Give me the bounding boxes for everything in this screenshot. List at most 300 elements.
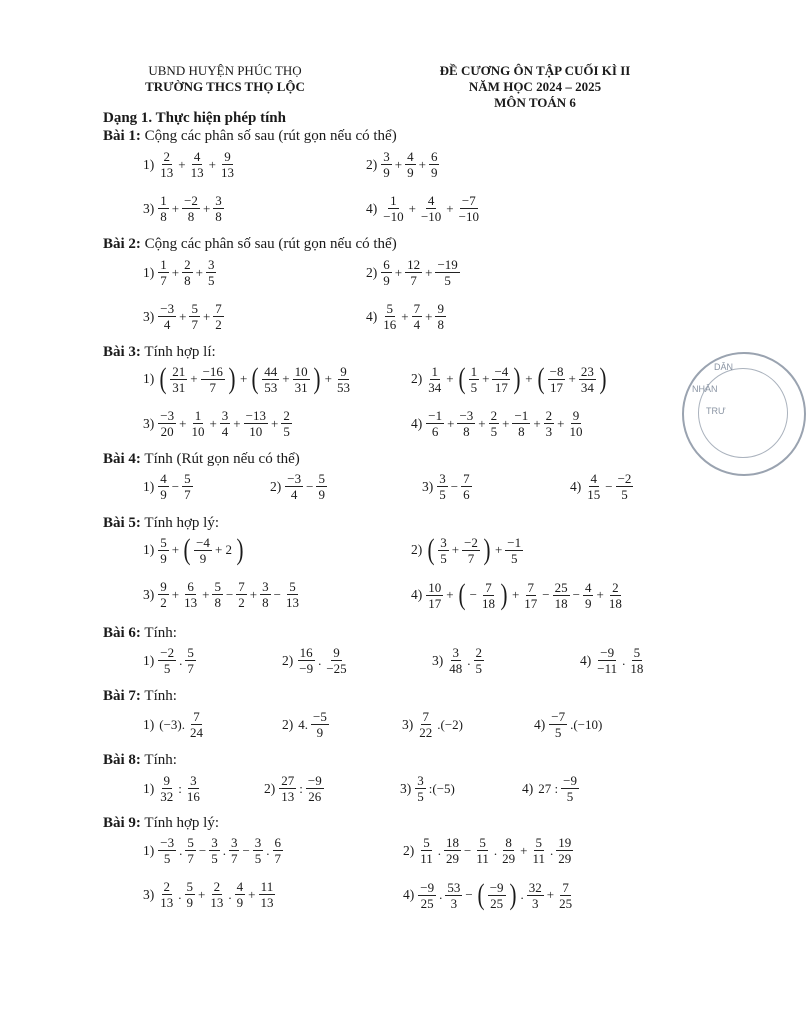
fraction xyxy=(185,880,196,909)
numerator: −5 xyxy=(313,709,327,724)
operator: + xyxy=(233,415,241,431)
fraction xyxy=(457,409,475,438)
operator: − xyxy=(306,478,314,494)
operator: + xyxy=(525,371,533,386)
fraction xyxy=(568,409,585,438)
item-number: 3) xyxy=(422,478,434,494)
numerator: −3 xyxy=(160,835,175,850)
expr-8-3 xyxy=(400,774,457,803)
fraction xyxy=(445,881,462,910)
denominator: 13 xyxy=(190,165,204,180)
numerator: 7 xyxy=(562,879,569,895)
numerator: 4 xyxy=(407,149,414,164)
fraction xyxy=(212,580,223,609)
denominator: 18 xyxy=(481,595,495,611)
denominator: 31 xyxy=(172,379,186,395)
numerator: 5 xyxy=(318,471,325,486)
bai-4-heading xyxy=(103,451,300,468)
fraction xyxy=(548,365,566,394)
denominator: 29 xyxy=(502,851,516,866)
fraction xyxy=(182,258,193,287)
denominator: 20 xyxy=(160,424,174,439)
bai-text: Tính hợp lí: xyxy=(140,344,216,360)
operator: − xyxy=(605,478,613,494)
denominator: 31 xyxy=(294,379,308,395)
parenthesis: ) xyxy=(509,878,517,911)
item-number: 1) xyxy=(143,780,155,796)
expr-5-1 xyxy=(143,535,246,565)
numerator: 4 xyxy=(193,149,201,164)
denominator: 18 xyxy=(630,661,644,676)
numerator: 5 xyxy=(479,835,486,850)
denominator: 25 xyxy=(490,895,504,911)
numerator: 4 xyxy=(590,471,597,486)
denominator: −25 xyxy=(326,661,347,676)
operator: + xyxy=(249,586,258,602)
operator: .(−10) xyxy=(570,716,603,732)
numerator: 1 xyxy=(431,363,438,379)
bai-text: Tính: xyxy=(140,688,177,704)
operator: :(−5) xyxy=(428,780,455,796)
fraction xyxy=(229,836,240,865)
item-number: 2) xyxy=(270,478,282,494)
numerator: 7 xyxy=(193,709,200,724)
numerator: 4 xyxy=(584,579,592,595)
denominator: 7 xyxy=(187,851,194,866)
denominator: 5 xyxy=(470,379,478,395)
denominator: 8 xyxy=(518,424,525,439)
fraction xyxy=(189,409,206,438)
parenthesis: ( xyxy=(251,362,259,395)
operator: + xyxy=(557,415,565,431)
numerator: −2 xyxy=(160,645,175,660)
numerator: 3 xyxy=(190,773,197,788)
numerator: 9 xyxy=(333,645,340,660)
operator: − xyxy=(469,587,477,602)
operator: + xyxy=(202,586,210,602)
item-number: 1) xyxy=(143,652,155,668)
denominator: −10 xyxy=(420,209,442,224)
fraction xyxy=(435,258,459,287)
numerator: 16 xyxy=(299,645,313,660)
expr-1-3 xyxy=(143,194,225,223)
operator: + xyxy=(179,415,187,431)
denominator: 4 xyxy=(221,424,229,439)
operator: + xyxy=(401,308,409,324)
bai-text: Cộng các phân số sau (rút gọn nếu có thể) xyxy=(140,236,397,252)
operator: : xyxy=(299,780,303,796)
denominator: 9 xyxy=(186,895,193,910)
fraction xyxy=(188,710,205,739)
numerator: −2 xyxy=(464,534,478,550)
item-number: 3) xyxy=(402,716,414,732)
numerator: −9 xyxy=(307,773,322,788)
operator: + xyxy=(494,542,503,557)
denominator: 8 xyxy=(160,209,167,224)
operator: . xyxy=(266,842,270,858)
operator: + xyxy=(248,886,256,902)
fraction xyxy=(244,409,268,438)
fraction xyxy=(335,365,352,394)
item-number: 4) xyxy=(403,887,415,902)
operator: − xyxy=(450,478,459,494)
numerator: 5 xyxy=(535,835,543,850)
fraction xyxy=(607,581,624,610)
fraction xyxy=(170,365,187,394)
fraction xyxy=(158,580,169,609)
denominator: 8 xyxy=(184,273,191,288)
fraction xyxy=(185,774,202,803)
numerator: 44 xyxy=(264,363,278,379)
fraction xyxy=(158,472,169,501)
fraction xyxy=(213,194,224,223)
denominator: 7 xyxy=(191,317,198,332)
denominator: 5 xyxy=(211,851,218,866)
expr-5-2 xyxy=(411,535,524,565)
numerator: −4 xyxy=(494,363,509,379)
numerator: 1 xyxy=(194,408,202,423)
fraction xyxy=(461,472,472,501)
bai-text: Tính: xyxy=(140,625,177,641)
numerator: 5 xyxy=(184,471,191,486)
doc-title: ĐỀ CƯƠNG ÔN TẬP CUỐI KÌ II xyxy=(439,63,631,78)
fraction xyxy=(561,774,579,803)
denominator: 5 xyxy=(444,273,451,288)
expr-4-1 xyxy=(143,472,194,501)
parenthesis: ( xyxy=(159,362,167,395)
operator: . xyxy=(178,886,182,902)
numerator: 2 xyxy=(184,257,191,272)
numerator: 3 xyxy=(254,835,262,850)
numerator: −3 xyxy=(160,301,175,316)
operator: . xyxy=(179,652,183,668)
operator: + xyxy=(418,156,426,172)
numerator: 5 xyxy=(289,579,296,594)
numerator: 32 xyxy=(528,879,542,895)
bai-9-heading xyxy=(103,815,219,832)
numerator: 5 xyxy=(160,534,167,550)
operator: + xyxy=(520,842,528,858)
operator: . xyxy=(222,842,226,858)
denominator: 5 xyxy=(254,851,262,866)
item-number: 3) xyxy=(143,200,155,216)
numerator: 3 xyxy=(207,257,215,272)
denominator: 13 xyxy=(160,165,174,180)
numerator: 1 xyxy=(160,257,167,272)
denominator: 9 xyxy=(318,487,325,502)
fraction xyxy=(628,646,645,675)
fraction xyxy=(185,836,196,865)
denominator: 10 xyxy=(569,424,583,439)
expr-2-3 xyxy=(143,302,225,331)
expr-3-4 xyxy=(411,409,586,438)
operator: + xyxy=(195,264,203,280)
operator: + xyxy=(511,587,520,602)
stamp-text: TRƯ xyxy=(706,406,726,416)
item-number: 4) xyxy=(411,587,423,602)
bai-6-heading xyxy=(103,625,177,642)
denominator: 24 xyxy=(190,725,203,740)
denominator: 5 xyxy=(283,424,290,439)
operator: . xyxy=(467,652,471,668)
denominator: 9 xyxy=(160,550,167,566)
fraction xyxy=(158,774,175,803)
expr-6-4 xyxy=(580,646,646,675)
operator: + xyxy=(482,371,490,386)
denominator: 6 xyxy=(431,424,439,439)
operator: . xyxy=(622,652,626,668)
denominator: −10 xyxy=(458,209,479,224)
numerator: 9 xyxy=(340,363,347,379)
denominator: 8 xyxy=(437,317,444,332)
expr-9-2 xyxy=(403,836,574,865)
numerator: −13 xyxy=(245,408,266,423)
parenthesis: ) xyxy=(228,362,236,395)
fraction xyxy=(583,581,594,610)
numerator: 6 xyxy=(383,257,390,272)
fraction xyxy=(194,536,212,565)
denominator: 29 xyxy=(558,851,572,866)
fraction xyxy=(426,365,443,394)
fraction xyxy=(381,258,392,287)
numerator: 3 xyxy=(439,471,446,486)
parenthesis: ) xyxy=(236,533,244,566)
numerator: −9 xyxy=(420,879,435,895)
numerator: 5 xyxy=(423,835,430,850)
fraction xyxy=(201,365,225,394)
item-number: 3) xyxy=(143,886,155,902)
numerator: −9 xyxy=(489,879,504,895)
fraction xyxy=(585,472,602,501)
operator: + 2 xyxy=(214,542,233,557)
fraction xyxy=(419,194,443,223)
fraction xyxy=(444,836,461,865)
fraction xyxy=(297,646,315,675)
numerator: −2 xyxy=(184,193,198,208)
expr-4-3 xyxy=(422,472,473,501)
fraction xyxy=(527,881,544,910)
fraction xyxy=(158,880,175,909)
denominator: 5 xyxy=(490,424,498,439)
operator: + xyxy=(209,415,217,431)
fraction xyxy=(457,194,481,223)
numerator: 27 xyxy=(281,773,295,788)
bai-text: Tính hợp lý: xyxy=(140,815,219,831)
denominator: 29 xyxy=(446,851,460,866)
operator: + xyxy=(446,200,454,216)
numerator: 7 xyxy=(463,471,470,486)
denominator: 25 xyxy=(559,895,573,911)
fraction xyxy=(158,536,169,565)
parenthesis: ) xyxy=(599,362,607,395)
fraction xyxy=(500,836,517,865)
fraction xyxy=(553,581,570,610)
denominator: −11 xyxy=(597,661,618,676)
operator: + xyxy=(596,587,604,602)
parenthesis: ) xyxy=(513,362,521,395)
fraction xyxy=(158,150,175,179)
denominator: 13 xyxy=(285,595,299,610)
expr-6-1 xyxy=(143,646,197,675)
fraction xyxy=(531,836,548,865)
operator: + xyxy=(171,586,180,602)
fraction xyxy=(158,409,176,438)
operator: + xyxy=(568,371,576,386)
bai-8-heading xyxy=(103,752,177,769)
numerator: 2 xyxy=(213,879,221,894)
denominator: 13 xyxy=(260,895,274,910)
numerator: 23 xyxy=(580,363,594,379)
denominator: 11 xyxy=(532,851,546,866)
denominator: 3 xyxy=(532,895,539,911)
bai-label: Bài 1: xyxy=(103,128,141,144)
denominator: 4 xyxy=(163,317,171,332)
denominator: 17 xyxy=(524,595,538,611)
item-number: 2) xyxy=(366,264,378,280)
numerator: −4 xyxy=(196,534,210,550)
fraction xyxy=(220,409,231,438)
denominator: 8 xyxy=(214,595,221,610)
denominator: 8 xyxy=(463,424,470,439)
fraction xyxy=(381,194,405,223)
numerator: −9 xyxy=(563,773,577,788)
operator: + xyxy=(270,415,279,431)
denominator: 16 xyxy=(383,317,397,332)
numerator: 7 xyxy=(238,579,245,594)
bai-label: Bài 3: xyxy=(103,344,141,360)
operator: . xyxy=(550,842,554,858)
numerator: 3 xyxy=(221,408,229,423)
fraction xyxy=(405,258,422,287)
numerator: 4 xyxy=(236,879,244,894)
numerator: 2 xyxy=(475,645,482,660)
item-number: 4) xyxy=(366,308,378,324)
numerator: −3 xyxy=(160,408,175,423)
expr-8-4 xyxy=(522,774,580,803)
fraction xyxy=(209,836,220,865)
denominator: 11 xyxy=(476,851,489,866)
parenthesis: ) xyxy=(500,578,508,611)
operator: + xyxy=(178,156,186,172)
operator: . xyxy=(318,652,322,668)
expr-9-1 xyxy=(143,836,284,865)
operator: : xyxy=(178,780,182,796)
expr-7-4 xyxy=(534,710,604,739)
expr-4-4 xyxy=(570,472,634,501)
bai-2-heading xyxy=(103,236,397,253)
fraction xyxy=(158,302,176,331)
denominator: 2 xyxy=(160,595,167,610)
denominator: 26 xyxy=(308,789,322,804)
fraction xyxy=(182,580,199,609)
fraction xyxy=(505,536,523,565)
expr-7-1 xyxy=(143,710,206,739)
fraction xyxy=(595,646,619,675)
expr-1-4 xyxy=(366,194,482,223)
operator: + xyxy=(190,371,198,386)
fraction xyxy=(262,365,279,394)
fraction xyxy=(281,409,292,438)
operator: + xyxy=(394,156,403,172)
fraction xyxy=(415,774,426,803)
item-number: 3) xyxy=(432,652,444,668)
numerator: 6 xyxy=(274,835,282,850)
denominator: 5 xyxy=(621,487,628,502)
denominator: 5 xyxy=(554,725,562,740)
bai-label: Bài 6: xyxy=(103,625,141,641)
fraction xyxy=(488,881,506,910)
operator: + xyxy=(478,415,486,431)
operator: . xyxy=(228,886,232,902)
numerator: −7 xyxy=(461,193,476,208)
fraction xyxy=(480,581,497,610)
denominator: 9 xyxy=(383,165,390,180)
numerator: 3 xyxy=(262,579,269,594)
fraction xyxy=(556,836,573,865)
numerator: 2 xyxy=(545,408,553,423)
operator: + xyxy=(451,542,460,557)
denominator: 9 xyxy=(199,550,207,566)
operator: − xyxy=(464,842,472,858)
numerator: −1 xyxy=(514,408,529,423)
fraction xyxy=(492,365,510,394)
numerator: 2 xyxy=(283,408,290,423)
operator: + xyxy=(447,415,455,431)
numerator: 53 xyxy=(447,879,461,895)
parenthesis: ( xyxy=(427,533,435,566)
operator: − xyxy=(572,587,580,602)
denominator: 7 xyxy=(160,273,167,288)
fraction xyxy=(616,472,634,501)
operator: − xyxy=(171,478,180,494)
item-number: 1) xyxy=(143,716,155,732)
parenthesis: ( xyxy=(537,362,545,395)
section-title: Dạng 1. Thực hiện phép tính xyxy=(103,110,286,126)
fraction xyxy=(549,710,567,739)
operator: + xyxy=(282,371,290,386)
item-number: 2) xyxy=(282,716,294,732)
item-number: 1) xyxy=(143,842,155,858)
fraction xyxy=(418,836,435,865)
fraction xyxy=(426,581,443,610)
numerator: 19 xyxy=(558,835,572,850)
operator: + xyxy=(446,587,454,602)
denominator: 17 xyxy=(550,379,564,395)
operator: + xyxy=(533,415,541,431)
parenthesis: ( xyxy=(458,362,466,395)
item-number: 4) xyxy=(570,478,582,494)
numerator: 1 xyxy=(160,193,167,208)
denominator: 8 xyxy=(187,209,195,224)
fraction xyxy=(279,774,296,803)
denominator: 13 xyxy=(281,789,295,804)
numerator: 7 xyxy=(413,301,421,316)
expr-7-3 xyxy=(402,710,465,739)
item-number: 1) xyxy=(143,542,155,557)
operator: − xyxy=(273,586,281,602)
numerator: 1 xyxy=(390,193,397,208)
item-number: 3) xyxy=(143,586,155,602)
fraction xyxy=(405,150,416,179)
bai-label: Bài 7: xyxy=(103,688,141,704)
expr-8-1 xyxy=(143,774,203,803)
fraction xyxy=(474,646,485,675)
numerator: 5 xyxy=(191,301,198,316)
numerator: 18 xyxy=(446,835,460,850)
numerator: 4 xyxy=(427,193,435,208)
numerator: 3 xyxy=(215,193,222,208)
numerator: 2 xyxy=(490,408,498,423)
